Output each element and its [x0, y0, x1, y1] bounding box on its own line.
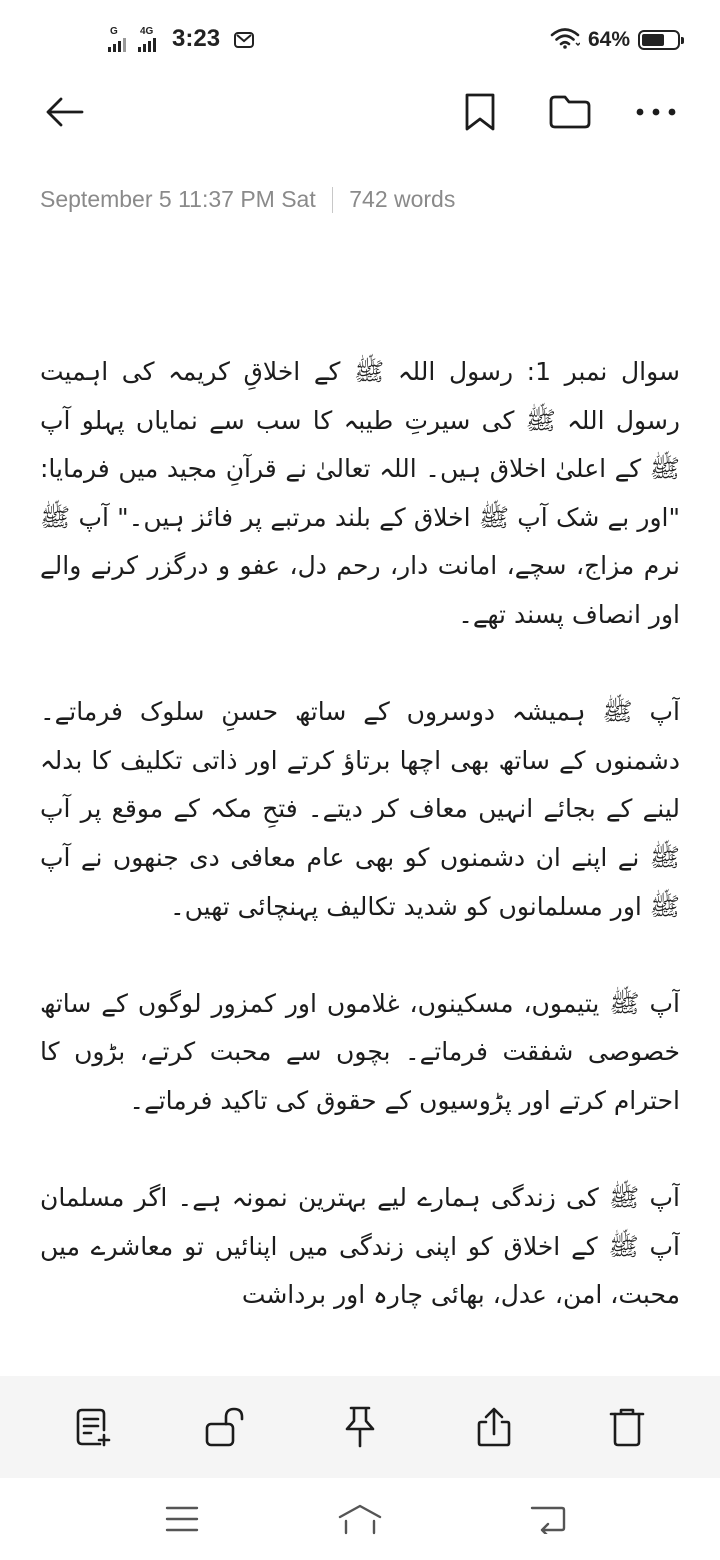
share-button[interactable] [466, 1399, 522, 1455]
bookmark-button[interactable] [456, 88, 504, 136]
note-paragraph-1: سوال نمبر 1: رسول اللہ ﷺ کے اخلاقِ کریمہ کی اہمیت رسول اللہ ﷺ کی سیرتِ طیبہ کا سب سے نمایاں پہلو آپ ﷺ کے اعلیٰ اخلاق ہیں۔ اللہ تعالیٰ نے قرآنِ مجید میں فرمایا: "اور بے شک آپ ﷺ اخلاق کے بلند مرتبے پر فائز ہیں۔" آپ ﷺ نرم مزاج، سچے، امانت دار، رحم دل، عفو و درگزر کرنے والے اور انصاف پسند تھے۔ [40, 357, 680, 629]
unlock-icon [204, 1406, 248, 1448]
status-bar [0, 0, 720, 78]
recents-button[interactable] [152, 1492, 212, 1546]
status-left [108, 22, 254, 56]
bottom-toolbar [0, 1376, 720, 1478]
note-body[interactable] [40, 348, 680, 1360]
delete-icon [608, 1406, 646, 1448]
wifi-icon [550, 27, 580, 53]
battery-percent: 64% [587, 28, 630, 51]
pin-icon [341, 1405, 379, 1449]
battery-icon [638, 30, 680, 50]
menu-icon [165, 1504, 199, 1534]
back-arrow-icon [44, 96, 84, 128]
add-checklist-button[interactable] [65, 1399, 121, 1455]
sim1-label: G [110, 26, 118, 37]
status-time: 3:23 [172, 25, 221, 52]
pin-button[interactable] [332, 1399, 388, 1455]
top-app-bar [0, 78, 720, 144]
share-icon [475, 1406, 513, 1448]
more-options-button[interactable] [628, 88, 684, 136]
lock-button[interactable] [198, 1399, 254, 1455]
signal-icon [108, 26, 132, 56]
sim2-label: 4G [140, 26, 154, 37]
nav-back-button[interactable] [518, 1492, 578, 1546]
delete-button[interactable] [599, 1399, 655, 1455]
folder-icon [548, 94, 592, 130]
note-date: September 5 11:37 PM Sat [40, 186, 316, 212]
home-button[interactable] [330, 1492, 390, 1546]
home-icon [336, 1503, 384, 1535]
back-icon [528, 1504, 568, 1534]
mail-notification-icon [234, 32, 254, 48]
note-meta [40, 186, 455, 213]
battery-level-fill [642, 34, 664, 46]
system-nav-bar [0, 1478, 720, 1560]
note-paragraph-2: آپ ﷺ ہمیشہ دوسروں کے ساتھ حسنِ سلوک فرماتے۔ دشمنوں کے ساتھ بھی اچھا برتاؤ کرتے اور ذاتی تکلیف کا بدلہ لینے کے بجائے انہیں معاف کر دیتے۔ فتحِ مکہ کے موقع پر آپ ﷺ نے اپنے ان دشمنوں کو بھی عام معافی دی جنھوں نے آپ ﷺ اور مسلمانوں کو شدید تکالیف پہنچائی تھیں۔ [40, 697, 680, 921]
folder-button[interactable] [544, 88, 596, 136]
add-checklist-icon [74, 1406, 112, 1448]
status-right [550, 26, 680, 54]
back-button[interactable] [40, 90, 88, 134]
signal-icon-2 [138, 26, 162, 56]
note-paragraph-3: آپ ﷺ یتیموں، مسکینوں، غلاموں اور کمزور لوگوں کے ساتھ خصوصی شفقت فرماتے۔ بچوں سے محبت کرتے، بڑوں کا احترام کرتے اور پڑوسیوں کے حقوق کی تاکید فرماتے۔ [40, 988, 680, 1115]
bookmark-icon [463, 92, 497, 132]
word-count: 742 words [349, 186, 456, 212]
meta-divider [332, 187, 334, 213]
more-icon [634, 107, 678, 117]
note-paragraph-4: آپ ﷺ کی زندگی ہمارے لیے بہترین نمونہ ہے۔ اگر مسلمان آپ ﷺ کے اخلاق کو اپنی زندگی میں اپنائیں تو معاشرے میں محبت، امن، عدل، بھائی چارہ اور برداشت [40, 1183, 680, 1310]
